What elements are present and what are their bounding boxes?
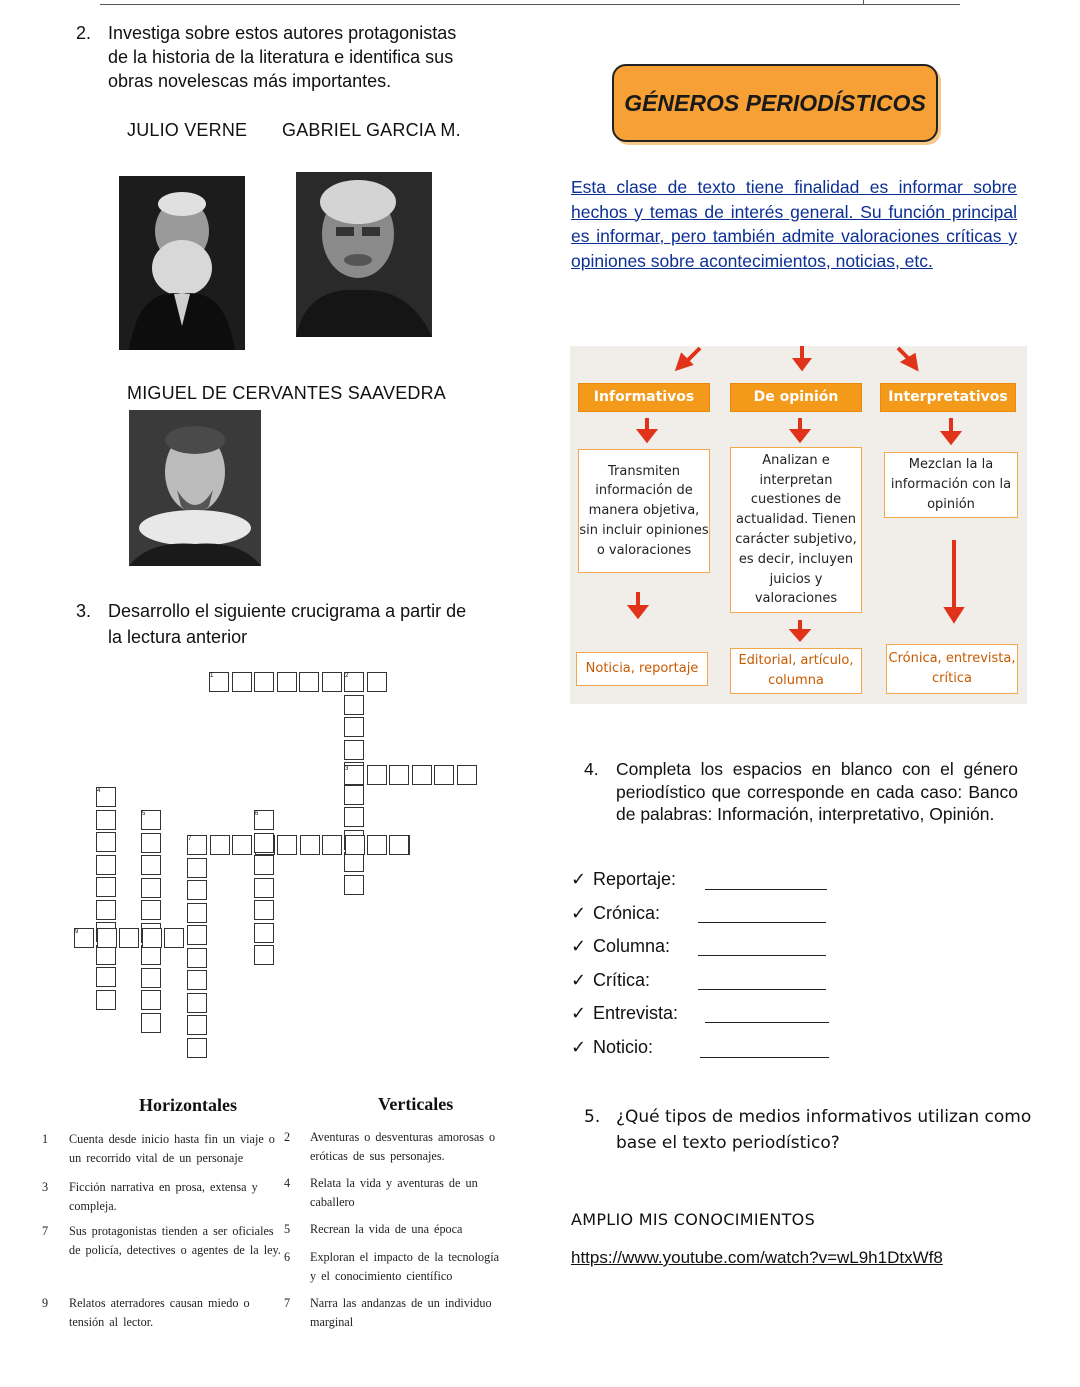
answer-blank[interactable] (700, 1057, 829, 1058)
check-icon: ✓ (571, 970, 587, 990)
q2-line-1: Investiga sobre estos autores protagonistas (108, 23, 457, 43)
crossword-cell[interactable] (254, 855, 274, 875)
clue-horizontal-9 (42, 1294, 282, 1334)
clue-number: 3 (42, 1180, 49, 1194)
horizontales-heading: Horizontales (139, 1095, 237, 1115)
crossword-cell[interactable] (344, 875, 364, 895)
description-informativos: Transmiten información de manera objetiva, sin incluir opiniones o valoraciones (578, 449, 710, 573)
clue-vertical-2 (284, 1128, 524, 1168)
crossword-clue-number: 3 (345, 766, 349, 772)
crossword-cell[interactable] (389, 765, 409, 785)
item-label: Columna: (593, 936, 671, 956)
crossword-cell[interactable] (97, 928, 117, 948)
clue-text: Ficción narrativa en prosa, extensa y compleja. (69, 1180, 258, 1213)
q2-line-2: de la historia de la literatura e identifica sus (108, 47, 454, 67)
crossword-cell[interactable] (344, 852, 364, 872)
clue-text: Relata la vida y aventuras de un caballero (310, 1176, 478, 1209)
crossword-cell[interactable] (277, 835, 297, 855)
crossword-cell[interactable] (345, 835, 365, 855)
clue-number: 5 (284, 1222, 291, 1236)
crossword-cell[interactable] (96, 810, 116, 830)
clue-number: 9 (42, 1296, 49, 1310)
clue-text: Recrean la vida de una época (310, 1222, 463, 1236)
clue-vertical-6 (284, 1248, 524, 1288)
clue-number: 2 (284, 1130, 291, 1144)
clue-text: Relatos aterradores causan miedo o tensión al lector. (69, 1296, 250, 1329)
top-rule-tick (863, 0, 864, 5)
clue-vertical-7 (284, 1294, 524, 1334)
q3-number: 3. (76, 601, 92, 621)
q4-number: 4. (584, 759, 599, 779)
crossword-cell[interactable] (141, 855, 161, 875)
intro-paragraph: Esta clase de texto tiene finalidad es informar sobre hechos y temas de interés general. Su función principal es informar, pero también admite valoraciones críticas y opiniones sobre acontecimientos, noticias, etc. (571, 177, 1017, 271)
crossword-cell[interactable] (187, 1038, 207, 1058)
crossword-cell[interactable] (96, 990, 116, 1010)
crossword-cell[interactable] (457, 765, 477, 785)
clue-horizontal-1 (42, 1130, 282, 1170)
crossword-cell[interactable] (141, 990, 161, 1010)
crossword-cell[interactable] (141, 968, 161, 988)
crossword-cell[interactable] (300, 835, 320, 855)
crossword-cell[interactable] (96, 967, 116, 987)
item-label: Reportaje: (593, 869, 677, 889)
description-interpretativos: Mezclan la la información con la opinión (884, 452, 1018, 518)
check-item-reportaje (571, 869, 676, 890)
q3-line-1: Desarrollo el siguiente crucigrama a partir de (108, 601, 467, 621)
clue-text: Narra las andanzas de un individuo marginal (310, 1296, 492, 1329)
amplio-heading: AMPLIO MIS CONOCIMIENTOS (571, 1210, 816, 1229)
q5-question (584, 1104, 1031, 1156)
crossword-cell[interactable] (254, 672, 274, 692)
crossword-clue-number: 5 (142, 811, 146, 817)
crossword-cell[interactable] (367, 765, 387, 785)
check-icon: ✓ (571, 903, 587, 923)
crossword-cell[interactable] (141, 833, 161, 853)
answer-blank[interactable] (698, 922, 826, 923)
clue-number: 7 (42, 1224, 49, 1238)
q2-line-3: obras novelescas más importantes. (108, 71, 392, 91)
item-label: Crónica: (593, 903, 661, 923)
crossword-cell[interactable] (344, 785, 364, 805)
crossword-cell[interactable] (141, 1013, 161, 1033)
clue-text: Aventuras o desventuras amorosas o eróticas de sus personajes. (310, 1130, 496, 1163)
answer-blank[interactable] (698, 955, 826, 956)
crossword-cell[interactable] (187, 948, 207, 968)
crossword-clue-number: 2 (345, 673, 349, 679)
crossword-cell[interactable] (187, 903, 207, 923)
clue-number: 6 (284, 1250, 291, 1264)
crossword-cell[interactable] (412, 765, 432, 785)
crossword-clue-number: 4 (97, 788, 101, 794)
answer-blank[interactable] (698, 989, 826, 990)
check-icon: ✓ (571, 869, 587, 889)
crossword-grid (0, 0, 560, 1090)
crossword-cell[interactable] (187, 880, 207, 900)
crossword-cell[interactable] (96, 900, 116, 920)
check-item-entrevista (571, 1003, 678, 1024)
category-informativos: Informativos (578, 383, 710, 412)
examples-opinion: Editorial, artículo, columna (730, 648, 862, 694)
crossword-cell[interactable] (322, 672, 342, 692)
crossword-cell[interactable] (344, 717, 364, 737)
check-item-cronica (571, 903, 660, 924)
crossword-cell[interactable] (254, 900, 274, 920)
crossword-cell[interactable] (322, 835, 342, 855)
check-item-noticio (571, 1037, 653, 1058)
q5-line-2: base el texto periodístico? (616, 1133, 840, 1153)
check-icon: ✓ (571, 1037, 587, 1057)
crossword-cell[interactable] (277, 672, 297, 692)
clue-number: 4 (284, 1176, 291, 1190)
generos-periodisticos-title: GÉNEROS PERIODÍSTICOS (612, 64, 938, 142)
crossword-cell[interactable] (232, 672, 252, 692)
description-opinion: Analizan e interpretan cuestiones de actualidad. Tienen carácter subjetivo, es decir, incluyen juicios y valoraciones (730, 447, 862, 613)
crossword-cell[interactable] (254, 833, 274, 853)
crossword-cell[interactable] (96, 877, 116, 897)
crossword-cell[interactable] (389, 835, 409, 855)
author-gabriel-garcia: GABRIEL GARCIA M. (282, 120, 461, 140)
crossword-cell[interactable] (254, 878, 274, 898)
crossword-clue-number: 6 (255, 811, 259, 817)
crossword-cell[interactable] (96, 832, 116, 852)
clue-vertical-5 (284, 1220, 524, 1242)
check-item-critica (571, 970, 650, 991)
crossword-cell[interactable] (187, 993, 207, 1013)
clue-text: Cuenta desde inicio hasta fin un viaje o un recorrido vital de un personaje (69, 1132, 275, 1165)
author-cervantes: MIGUEL DE CERVANTES SAAVEDRA (127, 383, 447, 403)
verticales-heading: Verticales (378, 1094, 454, 1114)
clue-number: 7 (284, 1296, 291, 1310)
crossword-clue-number: 7 (188, 836, 192, 842)
item-label: Noticio: (593, 1037, 654, 1057)
crossword-cell[interactable] (164, 928, 184, 948)
crossword-cell[interactable] (344, 695, 364, 715)
answer-blank[interactable] (705, 1022, 829, 1023)
examples-informativos: Noticia, reportaje (576, 652, 708, 686)
crossword-cell[interactable] (187, 925, 207, 945)
crossword-cell[interactable] (344, 740, 364, 760)
crossword-cell[interactable] (367, 672, 387, 692)
clue-horizontal-7 (42, 1222, 282, 1282)
crossword-cell[interactable] (299, 672, 319, 692)
clue-vertical-4 (284, 1174, 524, 1214)
examples-interpretativos: Crónica, entrevista, crítica (886, 644, 1018, 694)
crossword-cell[interactable] (254, 945, 274, 965)
item-label: Entrevista: (593, 1003, 679, 1023)
crossword-cell[interactable] (344, 807, 364, 827)
crossword-cell[interactable] (187, 1015, 207, 1035)
crossword-cell[interactable] (434, 765, 454, 785)
category-interpretativos: Interpretativos (880, 383, 1016, 412)
crossword-cell[interactable] (96, 855, 116, 875)
q5-number: 5. (584, 1107, 601, 1127)
crossword-clue-number: 9 (75, 929, 79, 935)
crossword-cell[interactable] (254, 923, 274, 943)
crossword-cell[interactable] (232, 835, 252, 855)
crossword-cell[interactable] (187, 970, 207, 990)
crossword-cell[interactable] (141, 878, 161, 898)
crossword-cell[interactable] (210, 835, 230, 855)
q5-line-1: ¿Qué tipos de medios informativos utilizan como (616, 1107, 1032, 1127)
author-julio-verne: JULIO VERNE (127, 120, 248, 140)
genre-concept-map (570, 346, 1027, 704)
clue-horizontal-3 (42, 1178, 282, 1218)
q4-instructions (584, 758, 1018, 826)
crossword-cell[interactable] (141, 900, 161, 920)
clue-text: Sus protagonistas tienden a ser oficiales de policía, detectives o agentes de la ley. (69, 1224, 281, 1257)
check-item-columna (571, 936, 670, 957)
q3-line-2: la lectura anterior (108, 627, 248, 647)
crossword-cell[interactable] (142, 928, 162, 948)
crossword-cell[interactable] (187, 858, 207, 878)
item-label: Crítica: (593, 970, 651, 990)
crossword-cell[interactable] (367, 835, 387, 855)
check-icon: ✓ (571, 936, 587, 956)
crossword-clue-number: 1 (210, 673, 214, 679)
clue-text: Exploran el impacto de la tecnología y el conocimiento científico (310, 1250, 500, 1283)
check-icon: ✓ (571, 1003, 587, 1023)
crossword-cell[interactable] (119, 928, 139, 948)
clue-number: 1 (42, 1132, 49, 1146)
q4-text: Completa los espacios en blanco con el género periodístico que corresponde en cada caso: Banco de palabras: Información, interpretativo, Opinión. (616, 759, 1018, 824)
category-opinion: De opinión (730, 383, 862, 412)
q2-number: 2. (76, 23, 92, 43)
youtube-link[interactable]: https://www.youtube.com/watch?v=wL9h1DtxWf8 (571, 1248, 943, 1267)
crossword-cell[interactable] (141, 945, 161, 965)
answer-blank[interactable] (705, 889, 827, 890)
